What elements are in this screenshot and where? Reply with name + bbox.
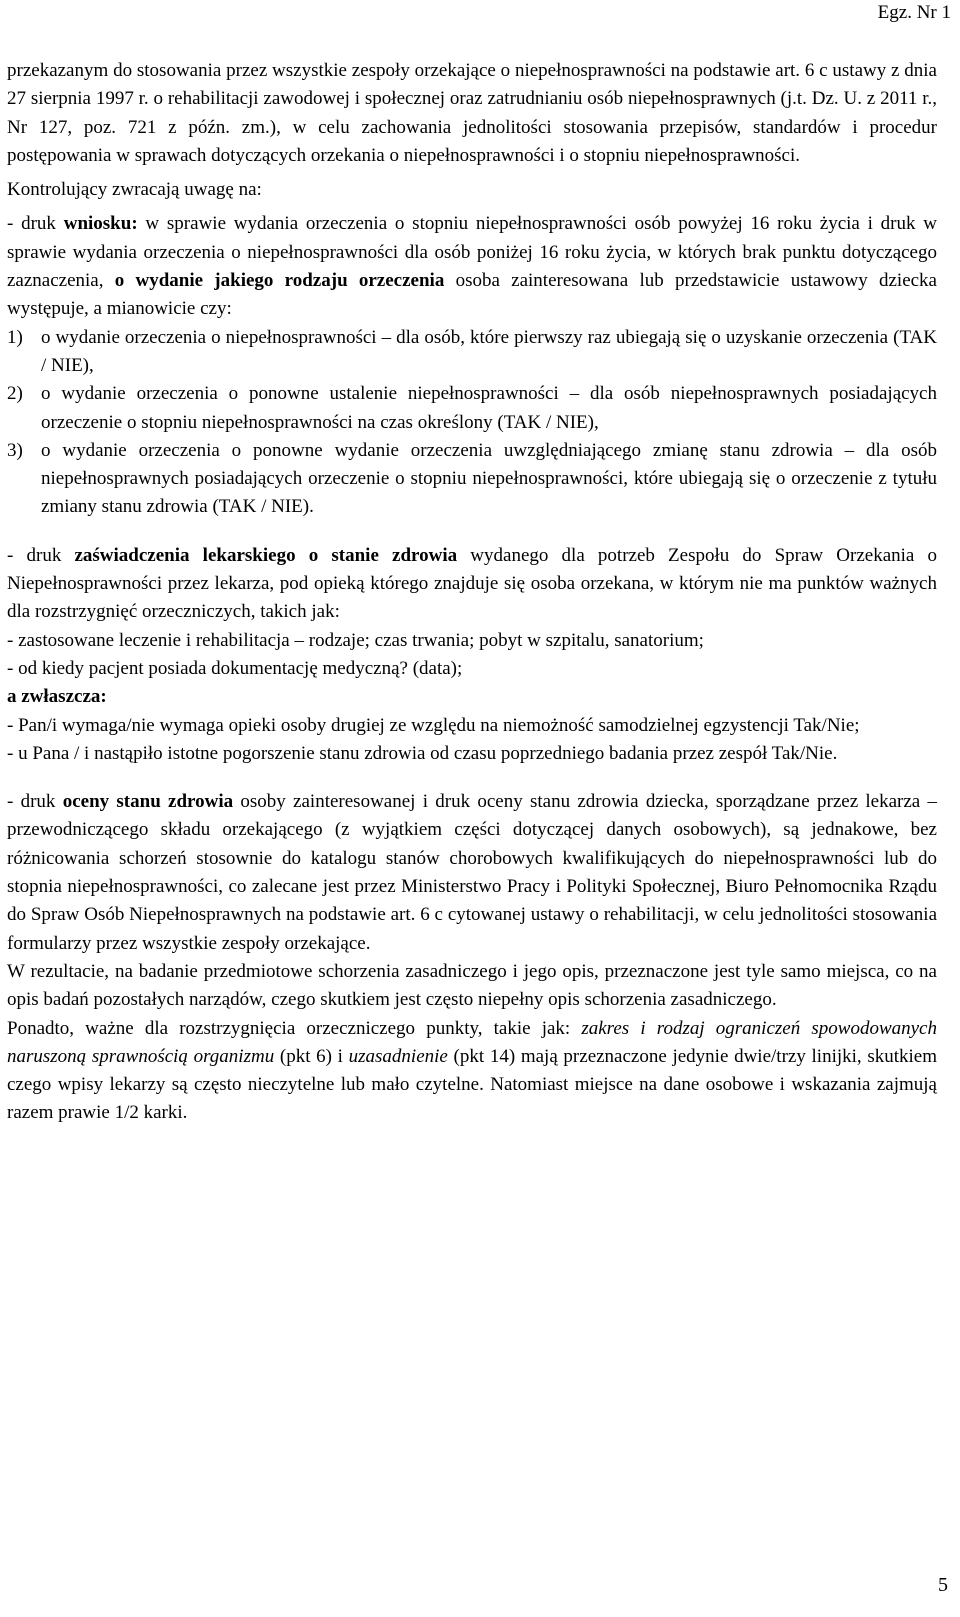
list-item: 3) o wydanie orzeczenia o ponowne wydanie orzeczenia uwzględniającego zmianę stanu zdrowia – dla osób niepełnosprawnych posiadających orzeczenie o stopniu niepełnosprawności, które ubiegają się o orzeczenie z tytułu zmiany stanu zdrowia (TAK / NIE). (7, 439, 937, 518)
list-item: 2) o wydanie orzeczenia o ponowne ustalenie niepełnosprawności – dla osób niepełnosprawnych posiadających orzeczenie o stopniu niepełnosprawności na czas określony (TAK / NIE), (7, 383, 937, 433)
moreover-paragraph: Ponadto, ważne dla rozstrzygnięcia orzeczniczego punkty, takie jak: zakres i rodzaj ograniczeń spowodowanych naruszoną sprawnością organizmu (pkt 6) i uzasadnienie (pkt 14) mają przeznaczone jedynie dwie/trzy linijki, skutkiem czego wpisy lekarzy są często nieczytelne lub mało czytelne. Natomiast miejsce na dane osobowe i wskazania zajmują razem prawie 1/2 karki. (7, 1017, 937, 1124)
deterioration-line: - u Pana / i nastąpiło istotne pogorszenie stanu zdrowia od czasu poprzedniego badania przez zespół Tak/Nie. (7, 742, 838, 764)
treatment-line: - zastosowane leczenie i rehabilitacja – rodzaje; czas trwania; pobyt w szpitalu, sanatorium; (7, 629, 704, 651)
result-paragraph: W rezultacie, na badanie przedmiotowe schorzenia zasadniczego i jego opis, przeznaczone jest tyle samo miejsca, co na opis badań pozostałych narządów, czego skutkiem jest często niepełny opis schorzenia zasadniczego. (7, 960, 937, 1011)
health-assessment-paragraph: - druk oceny stanu zdrowia osoby zainteresowanej i druk oceny stanu zdrowia dziecka, sporządzane przez lekarza – przewodniczącego składu orzekającego (z wyjątkiem części dotyczącej danych osobowych), są jednakowe, bez różnicowania schorzeń stosownie do katalogu stanów chorobowych kwalifikujących do niepełnosprawności lub do stopnia niepełnosprawności, co zalecane jest przez Ministerstwo Pracy i Polityki Społecznej, Biuro Pełnomocnika Rządu do Spraw Osób Niepełnosprawnych na podstawie art. 6 c cytowanej ustawy o rehabilitacji, w celu jednolitości stosowania formularzy przez wszystkie zespoły orzekające. (7, 791, 938, 954)
intro-paragraph: przekazanym do stosowania przez wszystkie zespoły orzekające o niepełnosprawności na podstawie art. 6 c ustawy z dnia 27 sierpnia 1997 r. o rehabilitacji zawodowej i społecznej oraz zatrudnianiu osób niepełnosprawnych (j.t. Dz. U. z 2011 r., Nr 127, poz. 721 z późn. zm.), w celu zachowania jednolitości stosowania przepisów, standardów i procedur postępowania w sprawach dotyczących orzekania o niepełnosprawności i o stopniu niepełnosprawności. (7, 60, 937, 166)
documentation-line: - od kiedy pacjent posiada dokumentację medyczną? (data); (7, 657, 463, 679)
document-body (7, 57, 937, 1128)
copy-number-header: Egz. Nr 1 (877, 2, 951, 23)
list-item: 1) o wydanie orzeczenia o niepełnosprawności – dla osób, które pierwszy raz ubiegają się o uzyskanie orzeczenia (TAK / NIE), (7, 326, 937, 376)
inspectors-note: Kontrolujący zwracają uwagę na: (7, 179, 262, 201)
medical-certificate-paragraph: - druk zaświadczenia lekarskiego o stanie zdrowia wydanego dla potrzeb Zespołu do Spraw Orzekania o Niepełnosprawności przez lekarza, pod opieką którego znajduje się osoba orzekana, w którym nie ma punktów ważnych dla rozstrzygnięć orzeczniczych, takich jak: (7, 544, 938, 623)
care-need-line: - Pan/i wymaga/nie wymaga opieki osoby drugiej ze względu na niemożność samodzielnej egzystencji Tak/Nie; (7, 714, 860, 736)
especially-heading: a zwłaszcza: (7, 686, 107, 708)
page-number: 5 (938, 1574, 948, 1596)
application-form-paragraph: - druk wniosku: w sprawie wydania orzeczenia o stopniu niepełnosprawności osób powyżej 16 roku życia i druk w sprawie wydania orzeczenia o niepełnosprawności dla osób poniżej 16 roku życia, w których brak punktu dotyczącego zaznaczenia, o wydanie jakiego rodzaju orzeczenia osoba zainteresowana lub przedstawicie ustawowy dziecka występuje, a mianowicie czy: (7, 213, 938, 320)
